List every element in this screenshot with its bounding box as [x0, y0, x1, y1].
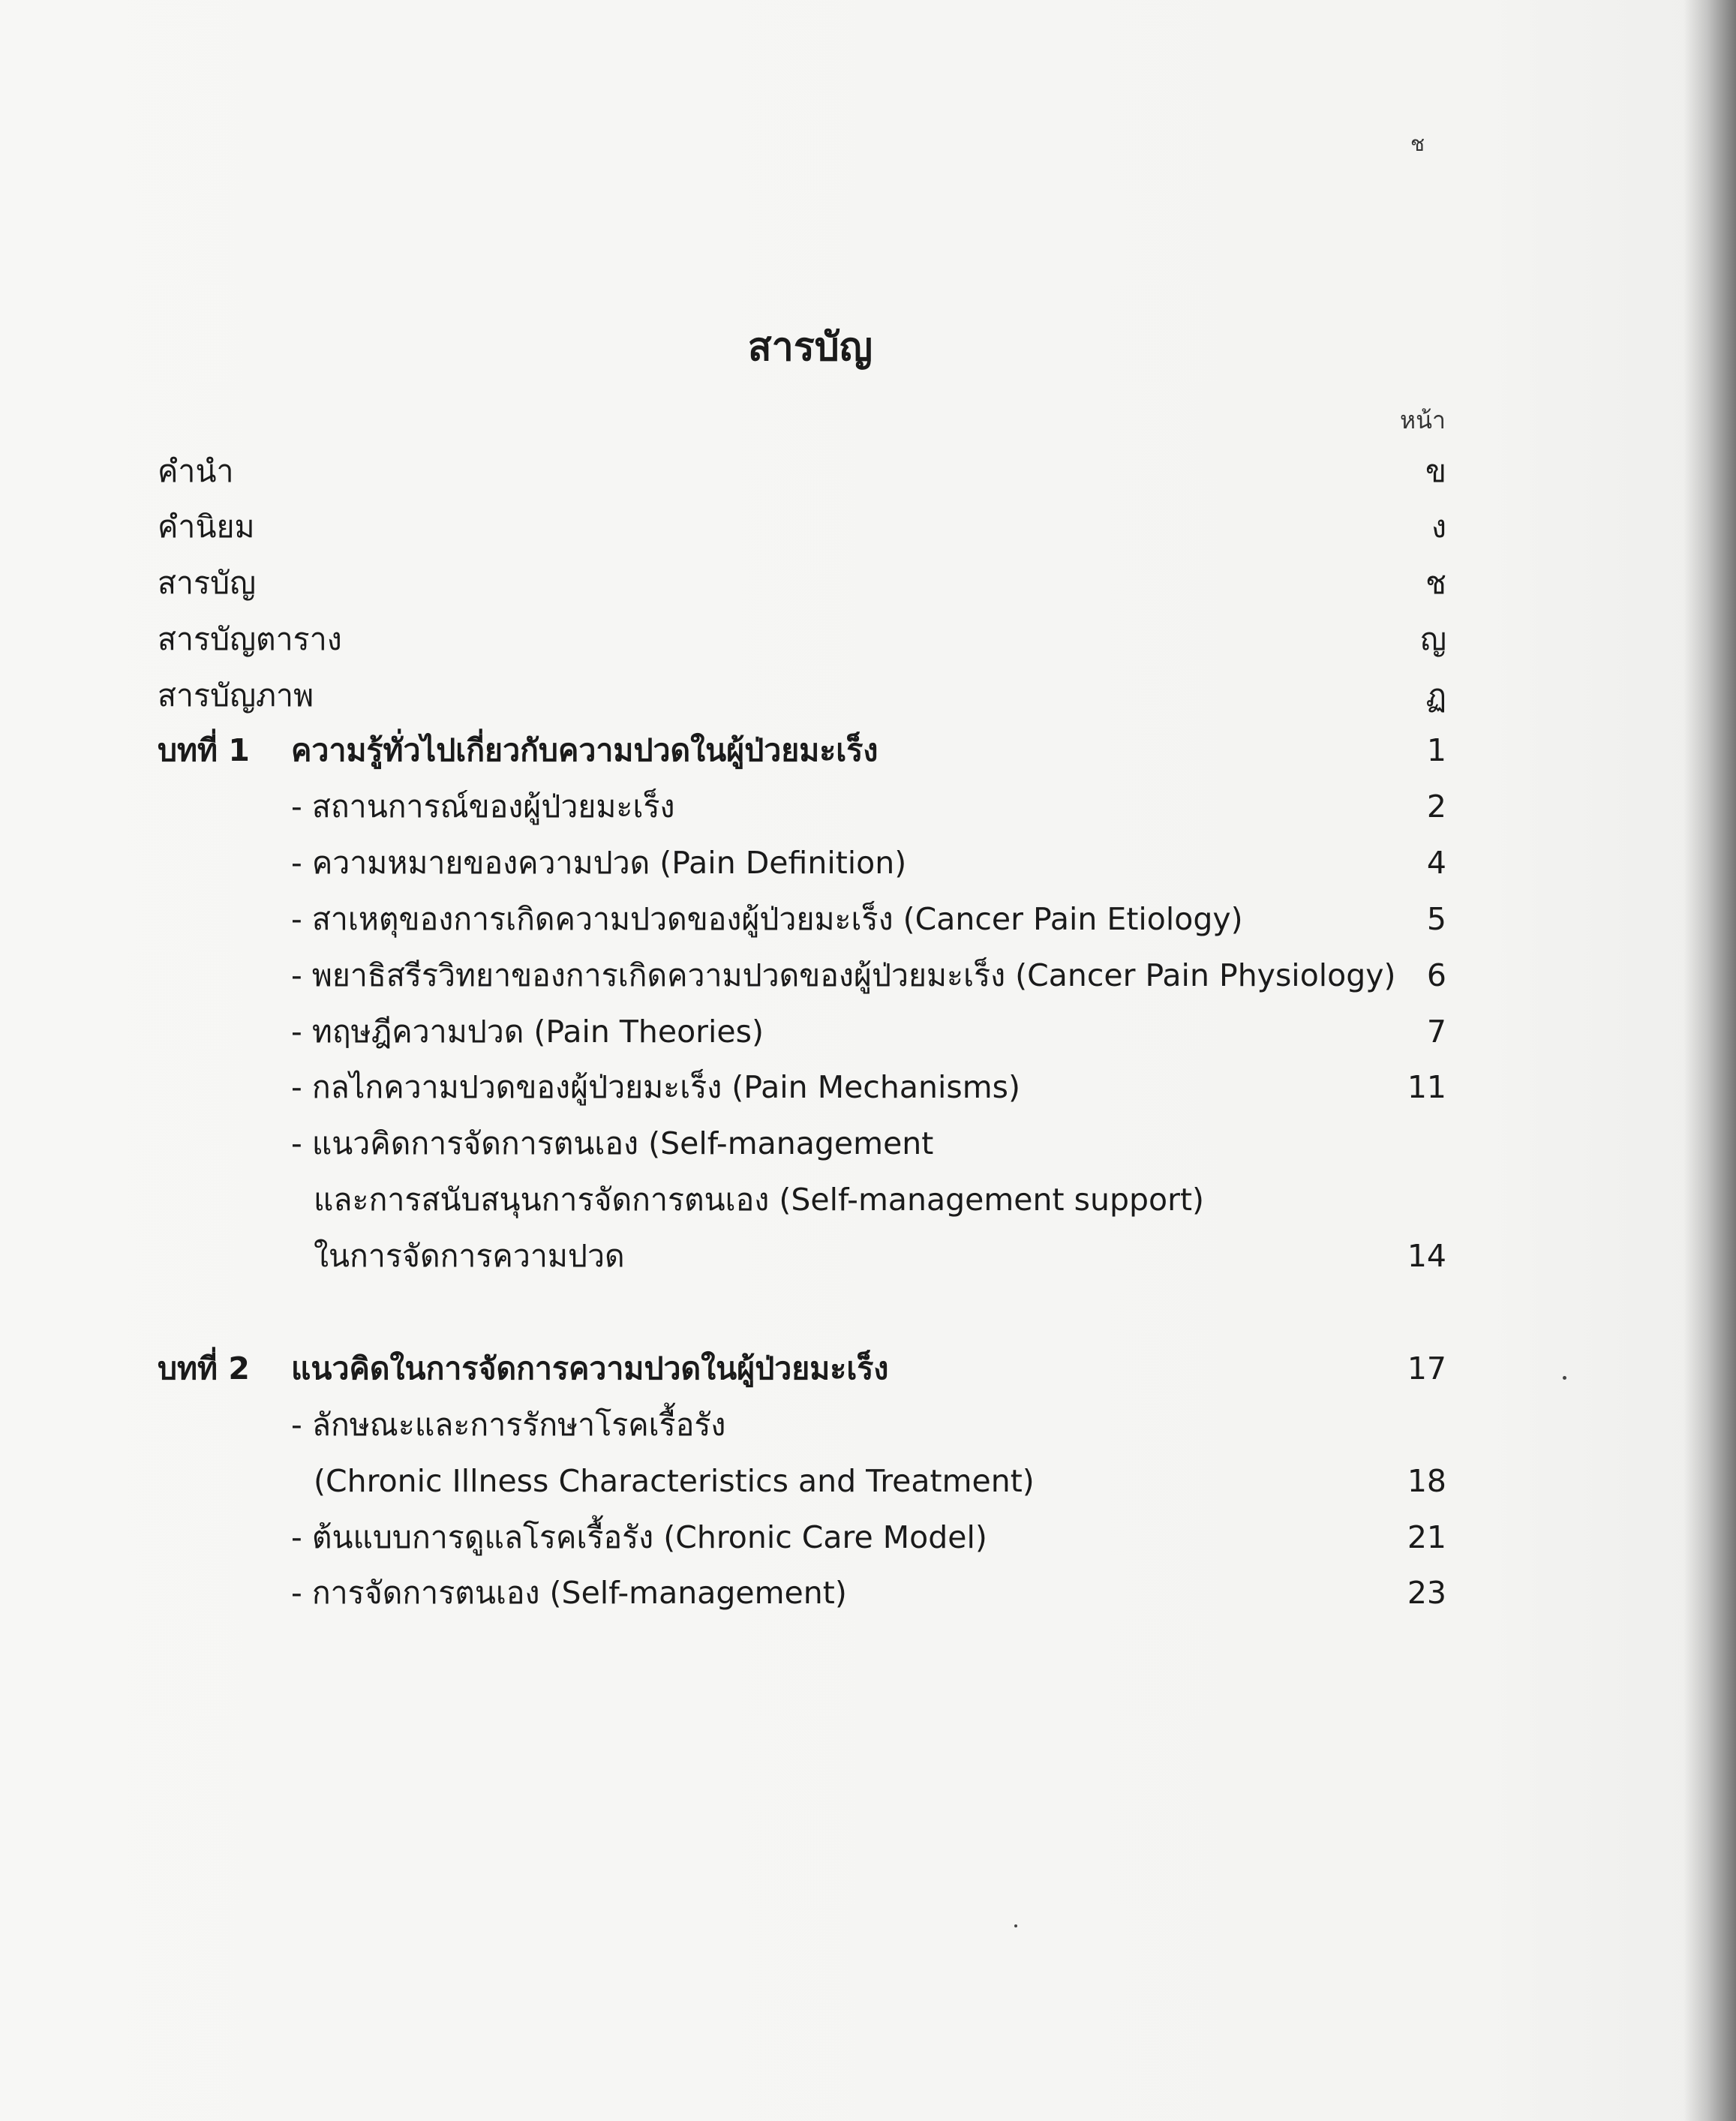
toc-chapter-heading	[0, 724, 1736, 777]
toc-entry-page: 4	[1426, 845, 1446, 881]
chapter-number: บทที่ 1	[158, 732, 250, 768]
toc-entry-label: - ทฤษฎีความปวด (Pain Theories)	[291, 1014, 764, 1050]
toc-entry-label: - ต้นแบบการดูแลโรคเรื้อรัง (Chronic Care Model)	[291, 1519, 987, 1555]
toc-entry-label: สารบัญภาพ	[158, 677, 314, 714]
toc-entry-page: 7	[1426, 1014, 1446, 1050]
toc-entry-page: 6	[1426, 957, 1446, 993]
toc-entry-label: - ความหมายของความปวด (Pain Definition)	[291, 845, 907, 881]
page-title: สารบัญ	[747, 325, 873, 370]
toc-row-front-matter	[0, 669, 1736, 722]
toc-row	[0, 837, 1736, 889]
toc-row	[0, 893, 1736, 945]
toc-row-front-matter	[0, 557, 1736, 609]
toc-row-continuation	[0, 1173, 1736, 1226]
toc-entry-label: (Chronic Illness Characteristics and Treatment)	[314, 1463, 1035, 1499]
page-number: ช	[1410, 131, 1425, 156]
toc-entry-label: - แนวคิดการจัดการตนเอง (Self-management	[291, 1125, 934, 1161]
toc-chapter-heading	[0, 1342, 1736, 1395]
toc-entry-label: และการสนับสนุนการจัดการตนเอง (Self-management support)	[314, 1182, 1205, 1218]
toc-entry-label: - พยาธิสรีรวิทยาของการเกิดความปวดของผู้ป่วยมะเร็ง (Cancer Pain Physiology)	[291, 957, 1396, 993]
scan-speck	[1014, 1924, 1017, 1927]
toc-row	[0, 1511, 1736, 1564]
toc-entry-page: 14	[1407, 1238, 1446, 1274]
toc-entry-label: สารบัญตาราง	[158, 621, 342, 657]
page-column-header: หน้า	[1400, 406, 1446, 434]
toc-row	[0, 1567, 1736, 1619]
toc-row-continuation	[0, 1455, 1736, 1507]
toc-row	[0, 1061, 1736, 1113]
toc-row-front-matter	[0, 500, 1736, 553]
toc-entry-label: คำนิยม	[158, 509, 255, 545]
toc-entry-label: - กลไกความปวดของผู้ป่วยมะเร็ง (Pain Mechanisms)	[291, 1069, 1020, 1105]
chapter-number: บทที่ 2	[158, 1350, 250, 1386]
toc-entry-label: สารบัญ	[158, 565, 257, 601]
toc-entry-page: 11	[1407, 1069, 1446, 1105]
toc-entry-label: - สาเหตุของการเกิดความปวดของผู้ป่วยมะเร็ง (Cancer Pain Etiology)	[291, 901, 1243, 937]
toc-row-front-matter	[0, 445, 1736, 497]
toc-entry-page: 23	[1407, 1575, 1446, 1611]
toc-entry-page: 5	[1426, 901, 1446, 937]
toc-row	[0, 780, 1736, 833]
chapter-title: ความรู้ทั่วไปเกี่ยวกับความปวดในผู้ป่วยมะเร็ง	[291, 732, 879, 768]
toc-row	[0, 1005, 1736, 1058]
toc-entry-label: คำนำ	[158, 453, 234, 489]
chapter-page: 1	[1426, 732, 1446, 768]
toc-entry-page: 2	[1426, 789, 1446, 825]
toc-row	[0, 1117, 1736, 1170]
toc-entry-label: - การจัดการตนเอง (Self-management)	[291, 1575, 847, 1611]
chapter-page: 17	[1407, 1350, 1446, 1386]
toc-row-front-matter	[0, 613, 1736, 665]
toc-row	[0, 949, 1736, 1002]
toc-entry-page: 18	[1407, 1463, 1446, 1499]
toc-entry-label: - ลักษณะและการรักษาโรคเรื้อรัง	[291, 1407, 726, 1443]
toc-entry-label: ในการจัดการความปวด	[314, 1238, 625, 1274]
toc-entry-page: ง	[1431, 509, 1446, 545]
toc-entry-page: 21	[1407, 1519, 1446, 1555]
toc-row	[0, 1398, 1736, 1451]
scan-speck	[1563, 1376, 1566, 1380]
toc-row-continuation	[0, 1230, 1736, 1282]
toc-entry-label: - สถานการณ์ของผู้ป่วยมะเร็ง	[291, 789, 675, 825]
toc-entry-page: ช	[1425, 565, 1446, 601]
toc-entry-page: ฏ	[1425, 677, 1446, 714]
chapter-title: แนวคิดในการจัดการความปวดในผู้ป่วยมะเร็ง	[291, 1350, 889, 1386]
toc-entry-page: ญ	[1420, 621, 1446, 657]
toc-entry-page: ข	[1425, 453, 1446, 489]
